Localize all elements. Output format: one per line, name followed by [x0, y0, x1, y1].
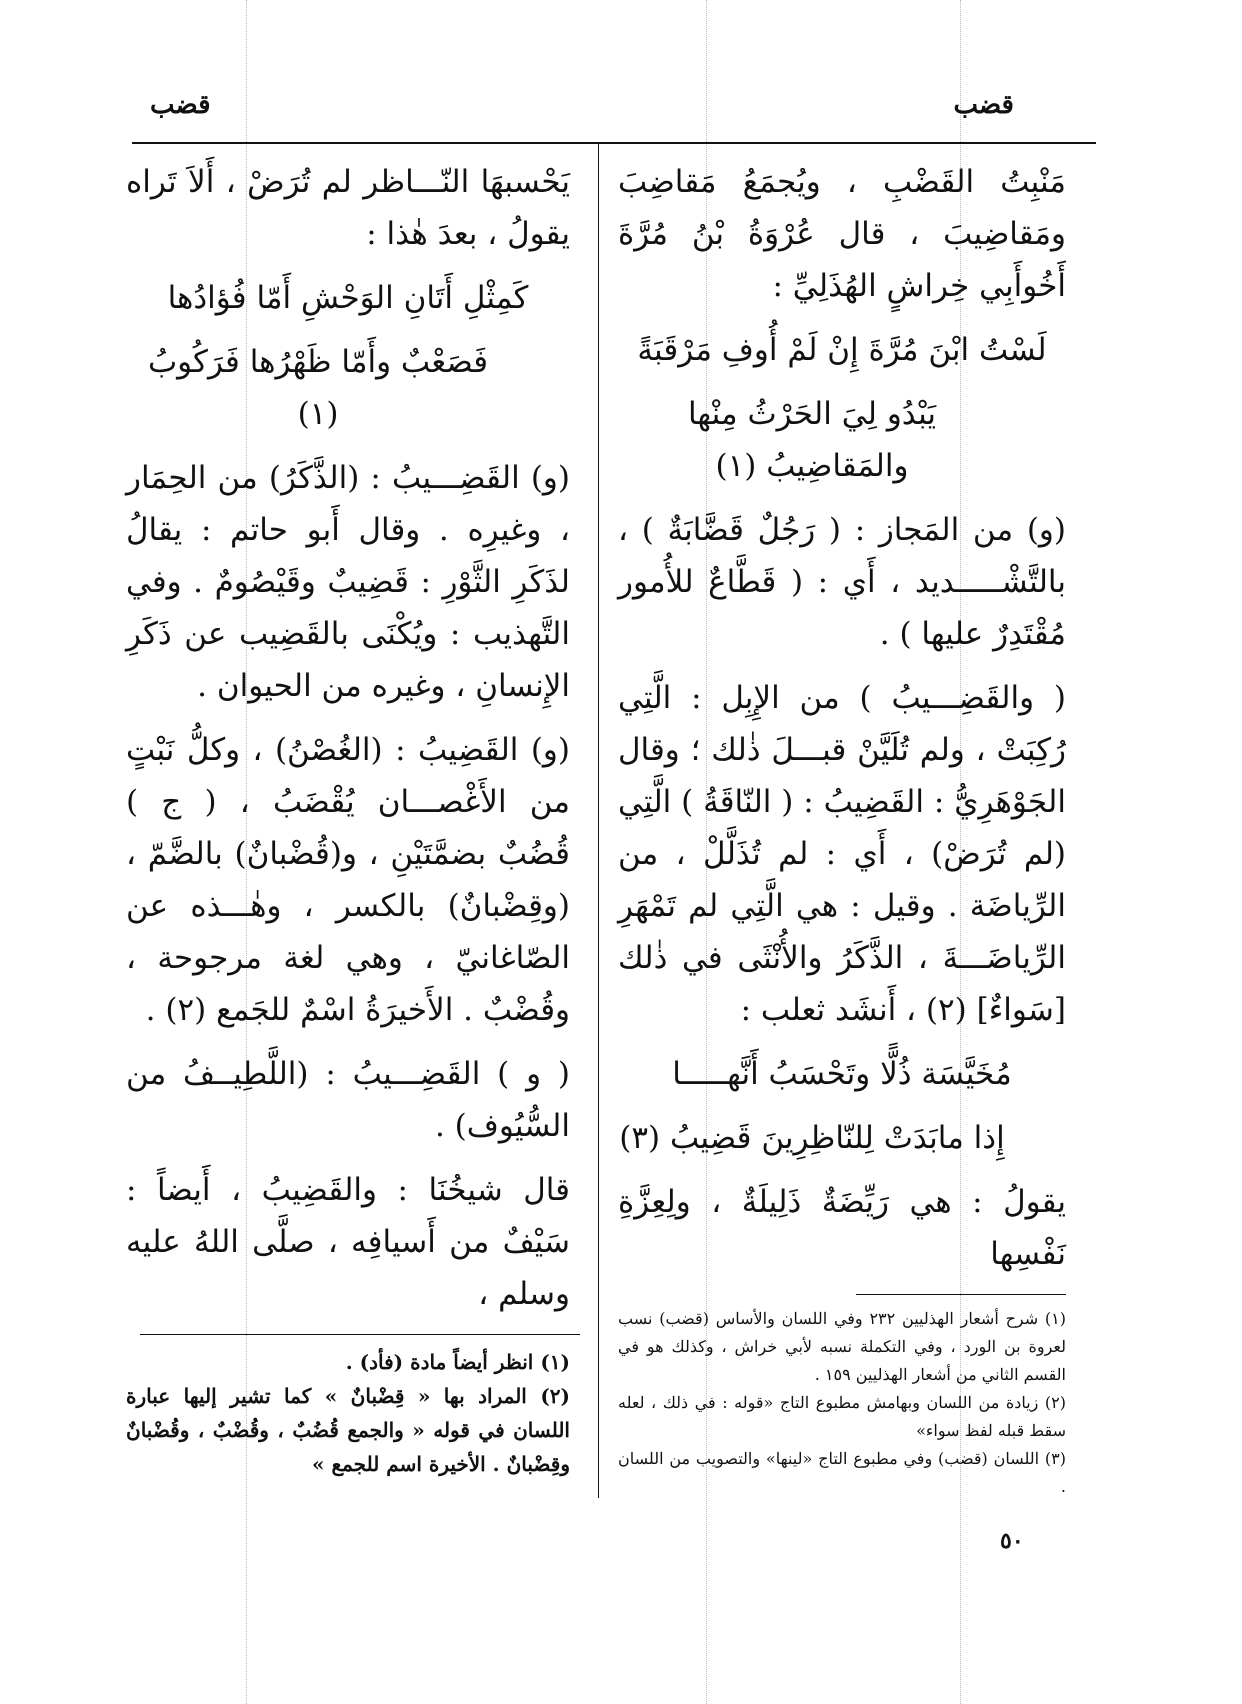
paragraph: (و) القَضِـــيبُ : (الذَّكَرُ) من الحِمَار ، وغيرِه . وقال أَبو حاتم : يقالُ لذَكَرِ الثَّوْرِ : قَضِيبٌ وقَيْصُومٌ . وفي التَّهذيب : ويُكْنَى بالقَضِيب عن ذَكَرِ الإِنسانِ ، وغيره من الحيوان . — [126, 460, 570, 704]
footnote: (٢) المراد بها « قِضْبانٌ » كما تشير إليها عبارة اللسان في قوله « والجمع قُضُبٌ ، وقُضْبٌ ، وقُضْبانٌ وقِضْبانٌ . الأخيرة اسم للجمع » — [126, 1384, 570, 1476]
verse-line: لَسْتُ ابْنَ مُرَّةَ إِنْ لَمْ أُوفِ مَرْقَبَةً — [637, 332, 1047, 368]
verse-line: كَمِثْلِ أَتَانِ الوَحْشِ أَمّا فُؤادُها — [167, 280, 529, 316]
paragraph: ( والقَضِـــيبُ ) من الإِبِل : الَّتِي رُكِبَتْ ، ولم تُلَيَّنْ قبـــلَ ذٰلك ؛ وقال الجَوْهَرِيُّ : القَضِيبُ : ( النّاقَةُ ) الَّتِي (لم تُرَضْ) ، أَي : لم تُذَلَّلْ ، من الرِّياضَة . وقيل : هي الَّتِي لم تَمْهَرِ الرِّياضَـــةَ ، الذَّكَرُ والأُنْثَى في ذٰلك [سَواءٌ] (٢) ، أَنشَد ثعلب : — [618, 680, 1066, 1028]
footnote-rule — [140, 1334, 580, 1335]
column-divider — [598, 144, 599, 1498]
paragraph: مَنْبِتُ القَضْبِ ، ويُجمَعُ مَقاضِبَ ومَقاضِيبَ ، قال عُرْوَةُ بْنُ مُرَّةَ أَخُوأَبِي خِراشٍ الهُذَلِيِّ : — [618, 164, 1066, 304]
verse-line: مُخَيَّسَة ذُلًّا وتَحْسَبُ أَنَّهـــــا — [672, 1056, 1012, 1092]
right-column — [618, 156, 1066, 1501]
footnote: (٣) اللسان (قضب) وفي مطبوع التاج «لينها» والتصويب من اللسان . — [618, 1449, 1066, 1496]
footnote: (٢) زيادة من اللسان وبهامش مطبوع التاج «قوله : في ذلك ، لعله سقط قبله لفظ سواء» — [618, 1393, 1066, 1440]
verse-line: يَبْدُو لِيَ الحَرْثُ مِنْها والمَقاضِيبُ (١) — [687, 396, 937, 484]
right-headword: قضب — [953, 90, 1014, 120]
left-headword: قضب — [150, 90, 211, 120]
footnote: (١) انظر أيضاً مادة (فأد) . — [345, 1350, 570, 1374]
paragraph: يقولُ : هي رَيِّضَةٌ ذَلِيلَةٌ ، ولِعِزَّةِ نَفْسِها — [618, 1184, 1066, 1272]
paragraph: قال شيخُنَا : والقَضِيبُ ، أَيضاً : سَيْفٌ من أَسيافِه ، صلَّى اللهُ عليه وسلم ، — [126, 1172, 570, 1312]
header-rule — [132, 142, 1096, 144]
paragraph: (و) القَضِيبُ : (الغُصْنُ) ، وكلُّ نَبْتٍ من الأَغْصـــان يُقْضَبُ ، ( ج ) قُضُبٌ بضمَّتَيْنِ ، و(قُضْبانٌ) بالضَّمّ ، (وقِضْبانٌ) بالكسر ، وهٰـــذه عن الصّاغانيّ ، وهي لغة مرجوحة ، وقُضْبٌ . الأَخيرَةُ اسْمٌ للجَمع (٢) . — [126, 732, 570, 1028]
paragraph: يَحْسبهَا النّـــاظر لم تُرَضْ ، أَلاَ تَراه يقولُ ، بعدَ هٰذا : — [126, 164, 570, 252]
verse-line: إِذا مابَدَتْ لِلنّاظِرِينَ قَضِيبُ (٣) — [619, 1120, 1005, 1156]
paragraph: ( و ) القَضِـــيبُ : (اللَّطِيــفُ من السُّيُوف) . — [126, 1056, 570, 1144]
footnotes — [126, 1345, 570, 1481]
footnote: (١) شرح أشعار الهذليين ٢٣٢ وفي اللسان والأساس (قضب) نسب لعروة بن الورد ، وفي التكملة نسبه لأبي خراش ، وكذلك هو في القسم الثاني من أشعار الهذليين ١٥٩ . — [618, 1309, 1066, 1384]
footnotes — [618, 1305, 1066, 1501]
footnote-rule — [856, 1294, 1066, 1295]
verse-line: فَصَعْبٌ وأَمّا ظَهْرُها فَرَكُوبُ (١) — [147, 344, 489, 432]
left-column — [126, 156, 570, 1481]
paragraph: (و) من المَجاز : ( رَجُلٌ قَضَّابَةٌ ) ، بالتَّشْـــــديد ، أَي : ( قَطَّاعٌ للأُمور مُقْتَدِرٌ عليها ) . — [618, 512, 1066, 652]
page-number: ٥٠ — [1000, 1528, 1024, 1554]
